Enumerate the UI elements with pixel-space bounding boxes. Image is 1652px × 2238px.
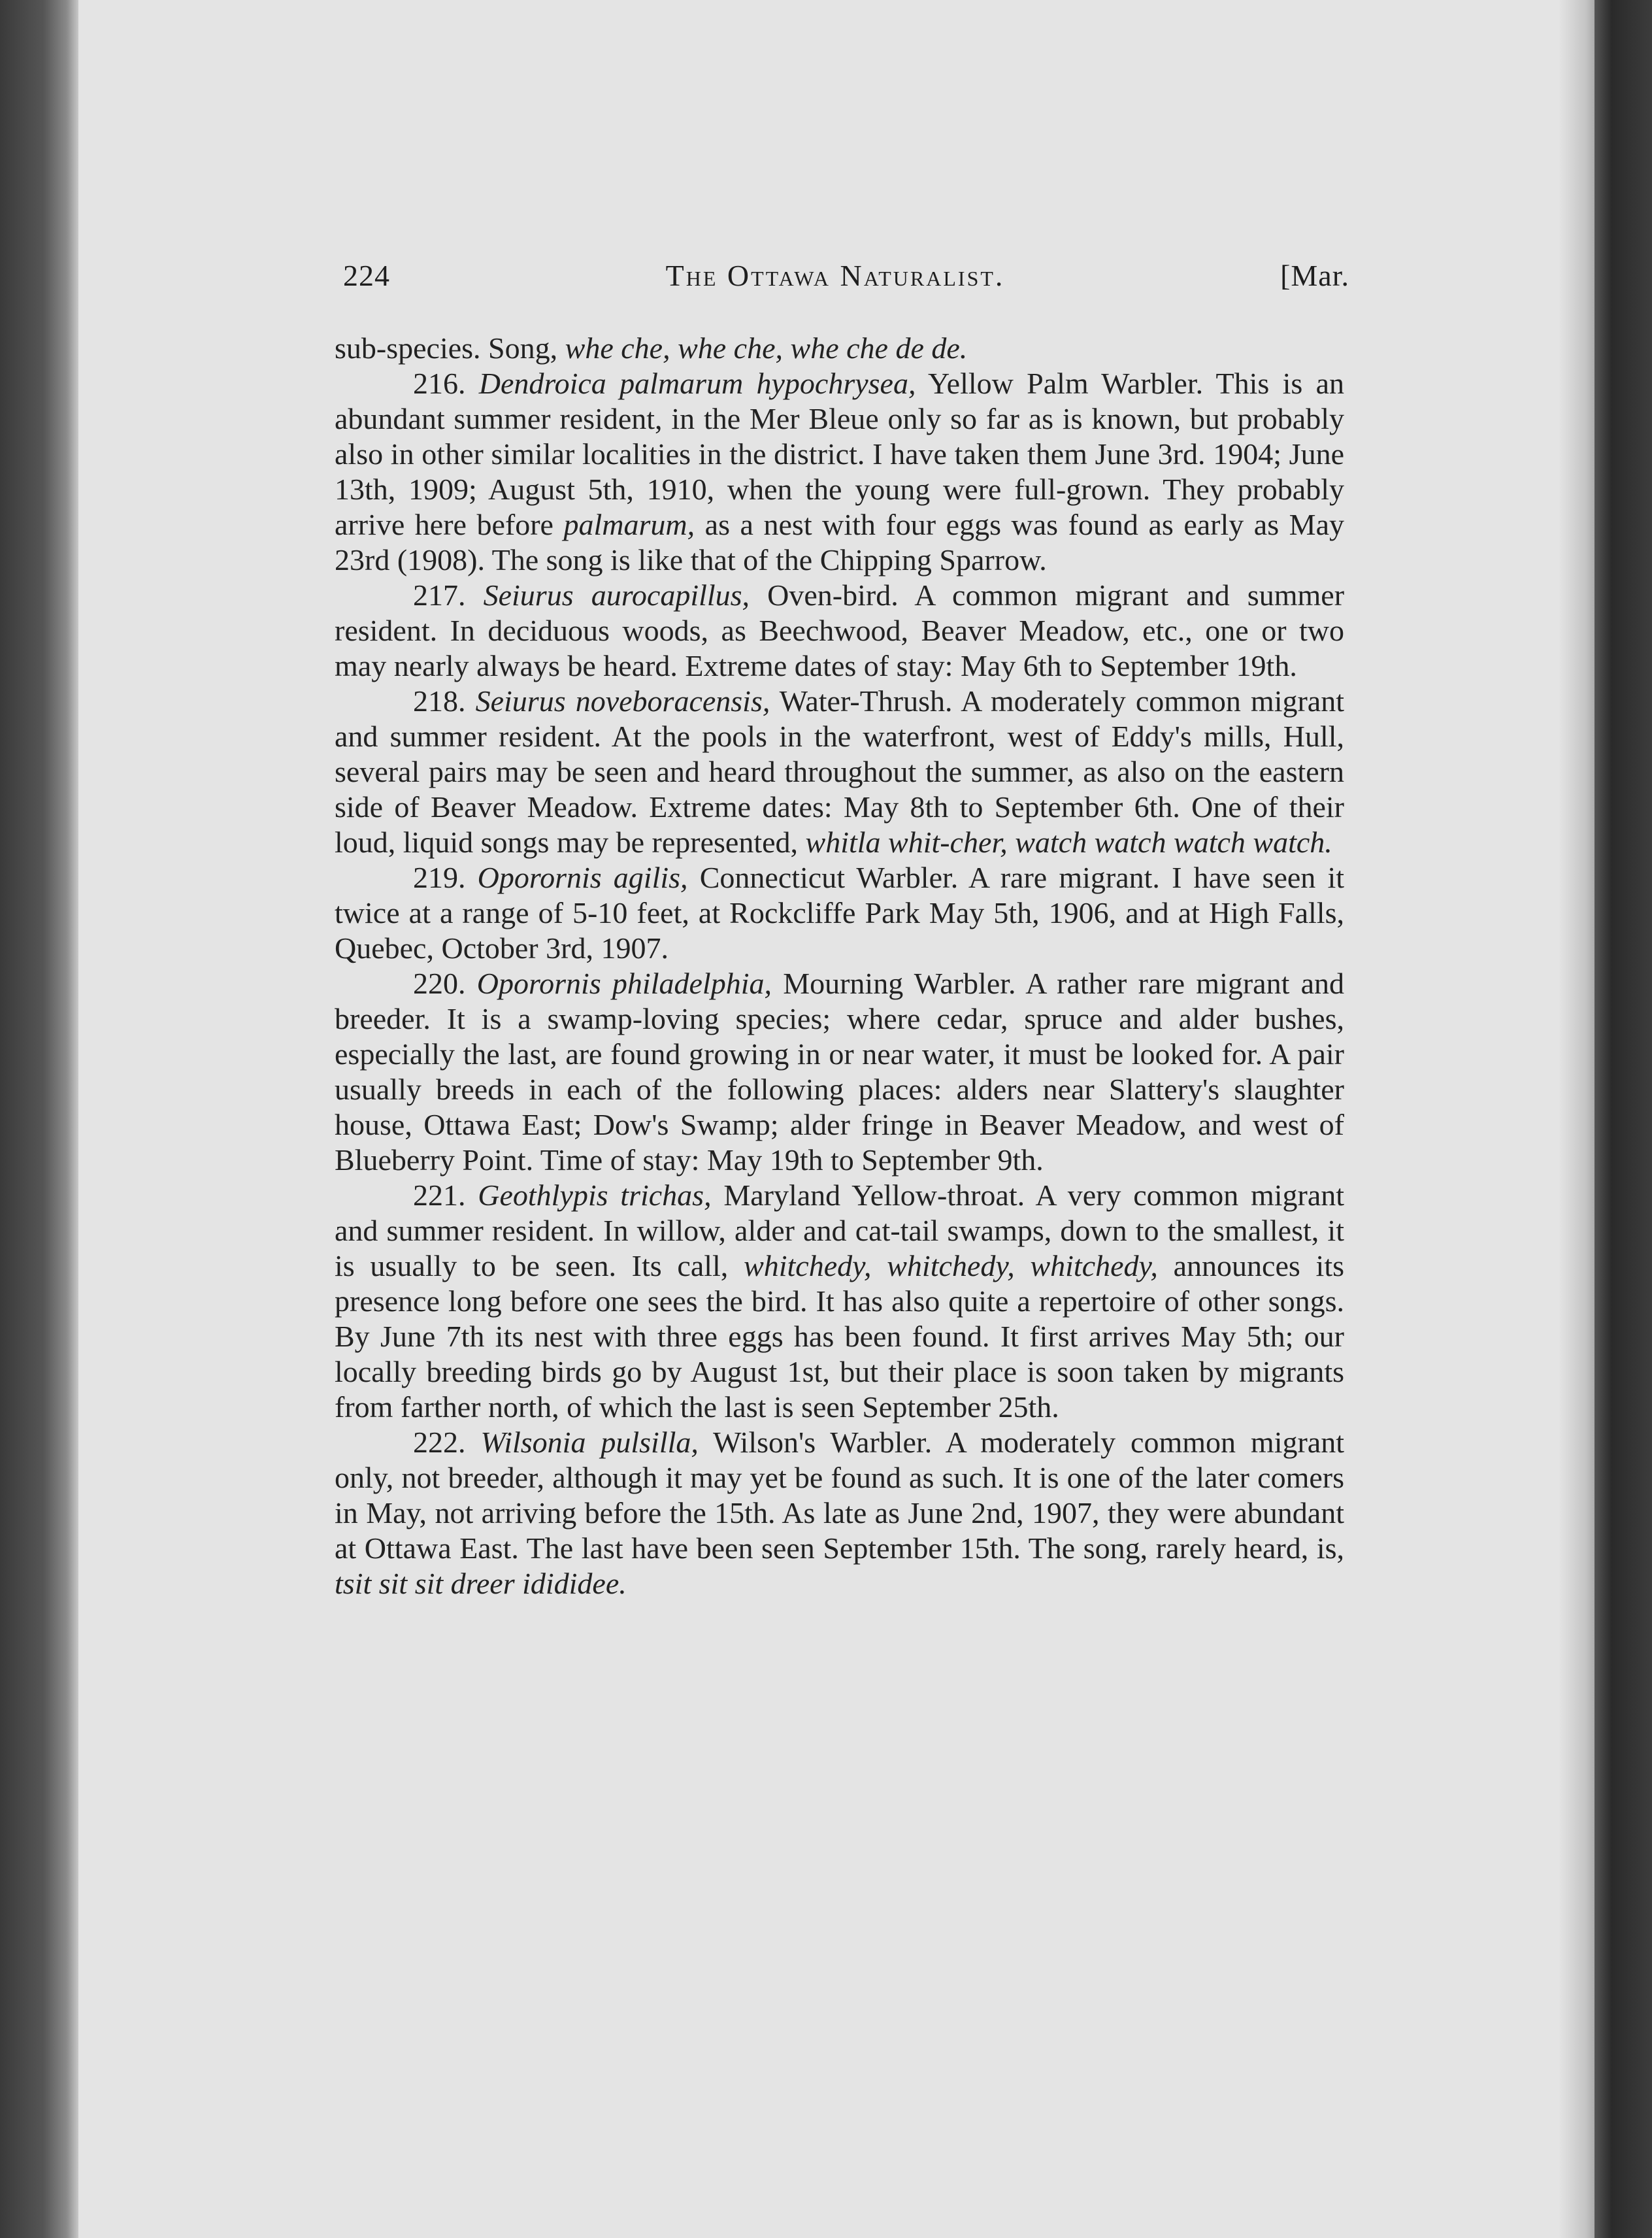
species-entry-219 [335, 860, 1344, 966]
species-entry-220 [335, 966, 1344, 1178]
common-name: Oven-bird. [750, 578, 899, 612]
entry-body: This is an abundant summer resident, in the Mer Bleue only so far as is known, but probably also in other similar localities in the district. I have taken them June 3rd. 1904; June 13th, 1909; August 5th, 1910, when the young were full-grown. They probably arrive here before [335, 367, 1344, 541]
species-entry-221 [335, 1178, 1344, 1425]
running-head [343, 258, 1349, 310]
species-entry-217 [335, 578, 1344, 684]
common-name: Maryland Yellow-throat. [711, 1178, 1025, 1212]
common-name: Mourning Warbler. [771, 967, 1016, 1000]
entry-number: 218. [413, 684, 466, 718]
scientific-name: Dendroica palmarum hypochrysea, [478, 367, 916, 400]
common-name: Connecticut Warbler. [687, 861, 959, 894]
entry-number: 219. [413, 861, 466, 894]
entry-body: A very common migrant and summer resident. In willow, alder and cat-tail swamps, down to the smallest, it is usually to be seen. Its call, [335, 1178, 1345, 1282]
common-name: Water-Thrush. [770, 684, 953, 718]
common-name: Wilson's Warbler. [698, 1426, 933, 1459]
song-text: whitla whit-cher, watch watch watch watch. [805, 826, 1332, 859]
scientific-name: Wilsonia pulsilla, [480, 1426, 699, 1459]
common-name: Yellow Palm Warbler. [916, 367, 1204, 400]
entry-number: 220. [413, 967, 466, 1000]
entry-number: 221. [413, 1178, 466, 1212]
entry-body: A moderately common migrant and summer resident. At the pools in the waterfront, west of Eddy's mills, Hull, several pairs may be seen and heard throughout the summer, as also on the eastern side of Beaver Meadow. Extreme dates: May 8th to September 6th. One of their loud, liquid songs may be represented, [335, 684, 1345, 859]
entry-body-tail: announces its presence long before one sees the bird. It has also quite a repertoire of other songs. By June 7th its nest with three eggs has been found. It first arrives May 5th; our locally breeding birds go by August 1st, but their place is soon taken by migrants from farther north, of which the last is seen September 25th. [335, 1249, 1344, 1424]
page-text [335, 331, 1344, 1601]
species-entry-218 [335, 684, 1344, 860]
scan-right-border [1594, 0, 1652, 2238]
scientific-name: Oporornis philadelphia, [476, 967, 772, 1000]
scan-left-border [0, 0, 78, 2238]
entry-number: 216. [413, 367, 466, 400]
scientific-name: Seiurus aurocapillus, [483, 578, 750, 612]
entry-body: A moderately common migrant only, not breeder, although it may yet be found as such. It is one of the later comers in May, not arriving before the 15th. As late as June 2nd, 1907, they were abundant at Ottawa East. The last have been seen September 15th. The song, rarely heard, is, [335, 1426, 1345, 1565]
continued-text: sub-species. Song, [335, 331, 565, 365]
journal-title: The Ottawa Naturalist. [665, 259, 1005, 292]
scientific-name: Oporornis agilis, [477, 861, 688, 894]
entry-body: A common migrant and summer resident. In deciduous woods, as Beechwood, Beaver Meadow, etc., one or two may nearly always be heard. Extreme dates of stay: May 6th to September 19th. [335, 578, 1345, 682]
entry-number: 222. [413, 1426, 466, 1459]
issue-month: [Mar. [1280, 259, 1349, 292]
scientific-name-reference: palmarum, [563, 508, 695, 541]
entry-body: A rather rare migrant and breeder. It is a swamp-loving species; where cedar, spruce and alder bushes, especially the last, are found growing in or near water, it must be looked for. A pair usually breeds in each of the following places: alders near Slattery's slaughter house, Ottawa East; Dow's Swamp; alder fringe in Beaver Meadow, and west of Blueberry Point. Time of stay: May 19th to September 9th. [335, 967, 1344, 1177]
entry-number: 217. [413, 578, 466, 612]
song-text: tsit sit sit dreer idididee. [335, 1567, 627, 1600]
page-number: 224 [343, 259, 390, 292]
entry-body-tail: as a nest with four eggs was found as early as May 23rd (1908). The song is like that of the Chipping Sparrow. [335, 508, 1344, 576]
paragraph-continued [335, 331, 1344, 366]
entry-body: A rare migrant. I have seen it twice at a range of 5-10 feet, at Rockcliffe Park May 5th, 1906, and at High Falls, Quebec, October 3rd, 1907. [335, 861, 1344, 965]
scientific-name: Geothlypis trichas, [478, 1178, 712, 1212]
song-text: whitchedy, whitchedy, whitchedy, [744, 1249, 1158, 1282]
species-entry-222 [335, 1425, 1344, 1601]
song-text: whe che, whe che, whe che de de. [565, 331, 968, 365]
scientific-name: Seiurus noveboracensis, [475, 684, 770, 718]
species-entry-216 [335, 366, 1344, 578]
